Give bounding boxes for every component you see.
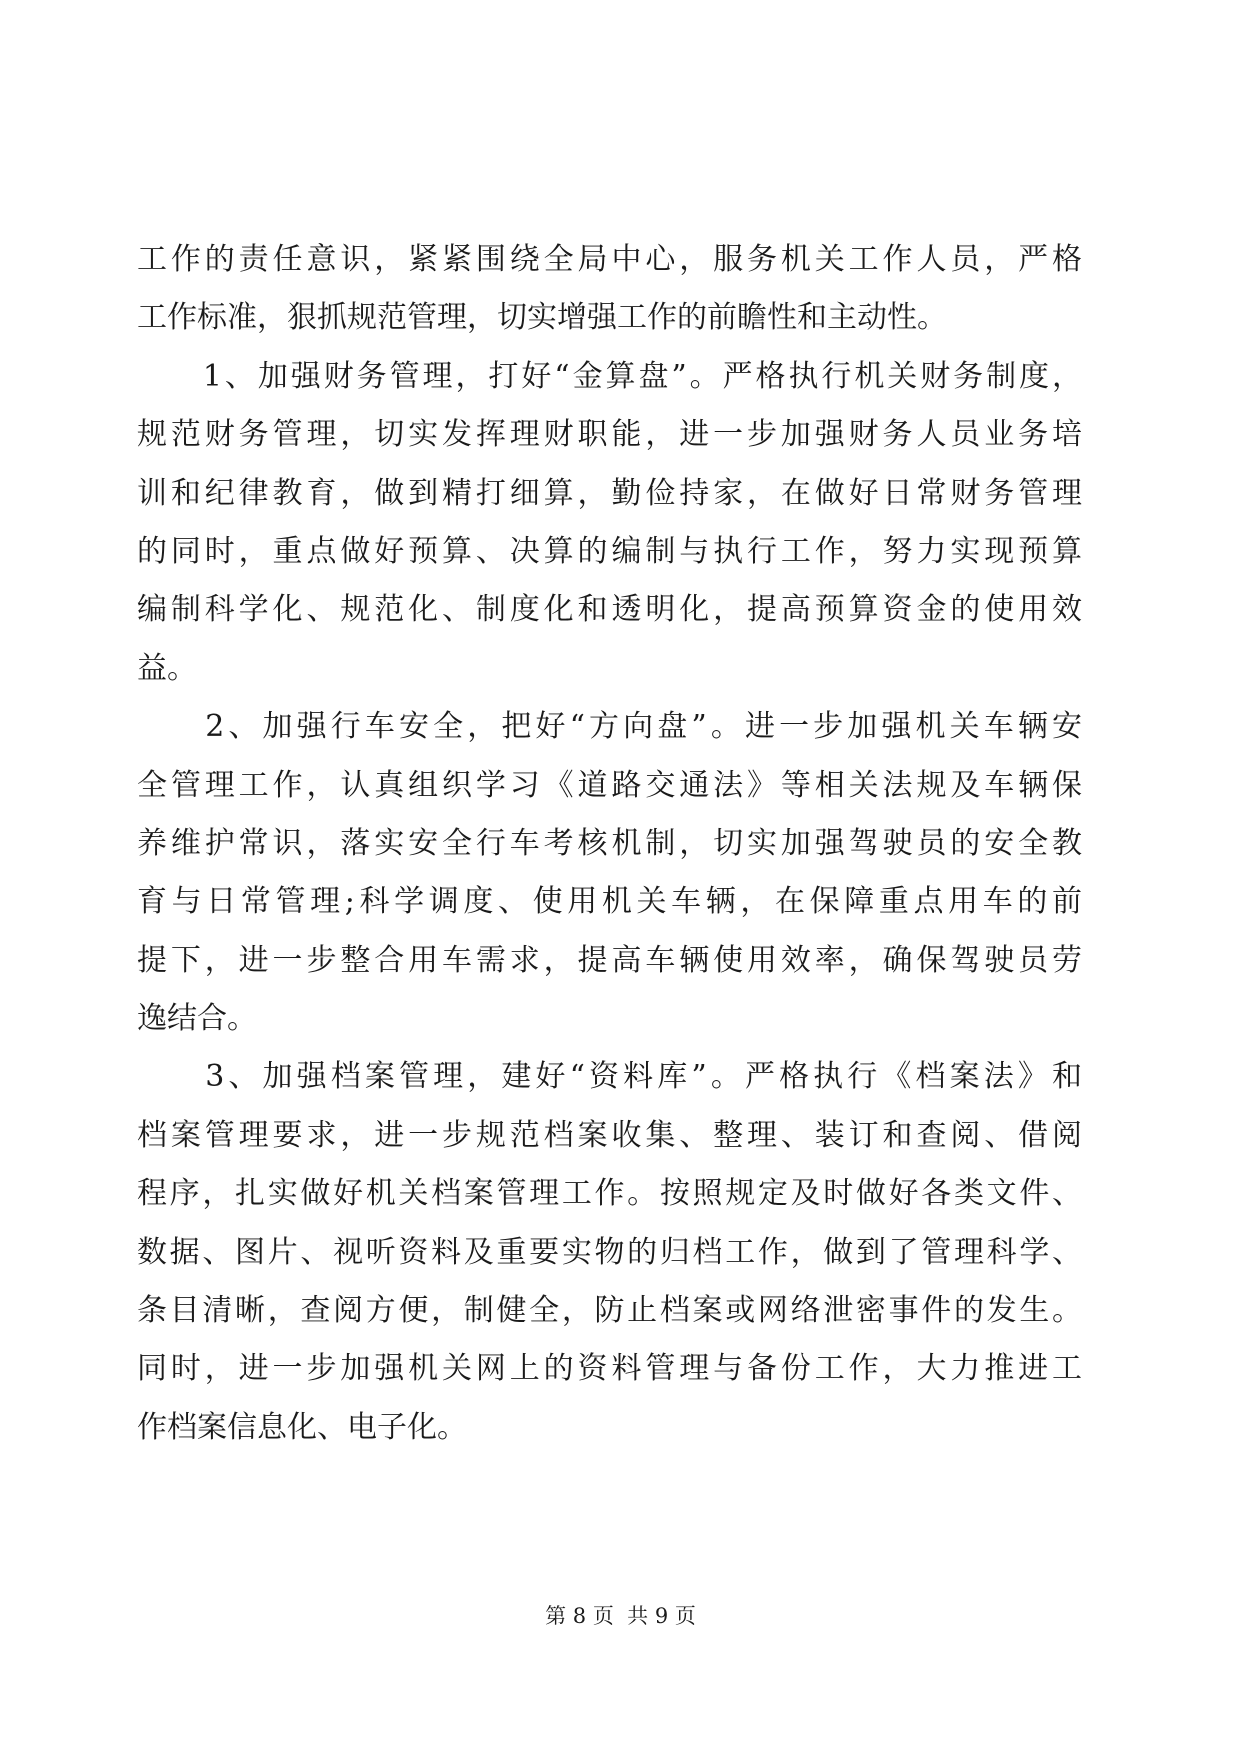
body-text (137, 231, 1082, 1457)
text-line: 养维护常识，落实安全行车考核机制，切实加强驾驶员的安全教 (137, 825, 1082, 861)
text-line: 逸结合。 (137, 1001, 257, 1037)
text-line: 档案管理要求，进一步规范档案收集、整理、装订和查阅、借阅 (137, 1117, 1082, 1153)
text-line: 训和纪律教育，做到精打细算，勤俭持家，在做好日常财务管理 (137, 475, 1082, 511)
text-line: 编制科学化、规范化、制度化和透明化，提高预算资金的使用效 (137, 592, 1082, 628)
page-number: 第 8 页 共 9 页 (545, 1604, 696, 1628)
text-line: 全管理工作，认真组织学习《道路交通法》等相关法规及车辆保 (137, 767, 1082, 803)
text-line: 的同时，重点做好预算、决算的编制与执行工作，努力实现预算 (137, 533, 1082, 569)
page-footer (0, 1601, 1241, 1631)
text-line: 程序，扎实做好机关档案管理工作。按照规定及时做好各类文件、 (137, 1176, 1082, 1212)
text-line: 益。 (137, 650, 197, 686)
text-line: 数据、图片、视听资料及重要实物的归档工作，做到了管理科学、 (137, 1234, 1082, 1270)
text-line: 提下，进一步整合用车需求，提高车辆使用效率，确保驾驶员劳 (137, 942, 1082, 978)
text-line: 工作的责任意识，紧紧围绕全局中心，服务机关工作人员，严格 (137, 242, 1082, 277)
text-line: 育与日常管理;科学调度、使用机关车辆，在保障重点用车的前 (137, 884, 1082, 920)
text-line: 条目清晰，查阅方便，制健全，防止档案或网络泄密事件的发生。 (137, 1293, 1082, 1329)
text-line: 工作标准，狠抓规范管理，切实增强工作的前瞻性和主动性。 (137, 300, 947, 336)
text-line: 3、加强档案管理，建好“资料库”。严格执行《档案法》和 (137, 1059, 1082, 1095)
text-line: 同时，进一步加强机关网上的资料管理与备份工作，大力推进工 (137, 1351, 1082, 1387)
text-line: 规范财务管理，切实发挥理财职能，进一步加强财务人员业务培 (137, 417, 1082, 453)
text-line: 1、加强财务管理，打好“金算盘”。严格执行机关财务制度， (137, 358, 1082, 394)
text-line: 作档案信息化、电子化。 (137, 1409, 467, 1445)
text-line: 2、加强行车安全，把好“方向盘”。进一步加强机关车辆安 (137, 709, 1082, 745)
